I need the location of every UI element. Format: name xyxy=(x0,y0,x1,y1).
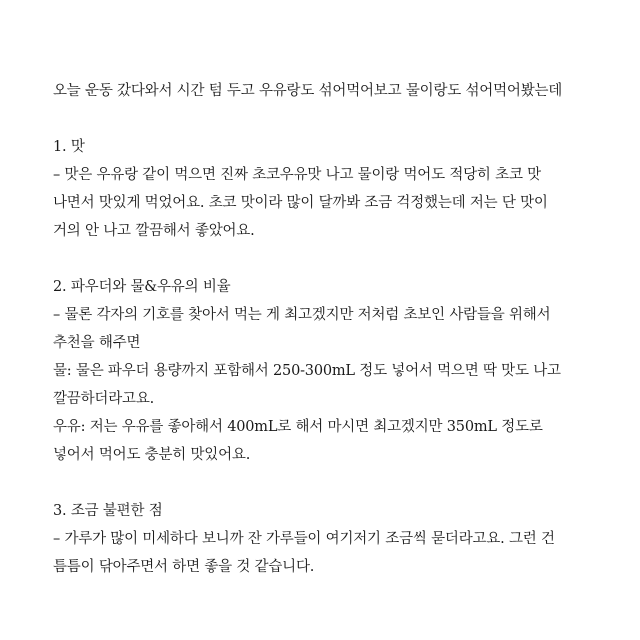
spacer xyxy=(53,469,613,497)
section-line: – 가루가 많이 미세하다 보니까 잔 가루들이 여기저기 조금씩 묻더라고요. 그런 건 xyxy=(53,531,555,547)
section-ratio xyxy=(53,273,613,469)
section-line: 틈틈이 닦아주면서 하면 좋을 것 같습니다. xyxy=(53,559,315,575)
section-line: 거의 안 나고 깔끔해서 좋았어요. xyxy=(53,223,255,239)
section-line: 물: 물은 파우더 용량까지 포함해서 250-300mL 정도 넣어서 먹으면 딱 맛도 나고 xyxy=(53,363,561,379)
section-heading: 1. 맛 xyxy=(53,139,85,155)
section-line: 추천을 해주면 xyxy=(53,335,141,351)
section-line: – 물론 각자의 기호를 찾아서 먹는 게 최고겠지만 저처럼 초보인 사람들을 위해서 xyxy=(53,307,551,323)
section-inconvenience xyxy=(53,497,613,581)
review-text xyxy=(53,77,613,581)
spacer xyxy=(53,105,613,133)
section-line: – 맛은 우유랑 같이 먹으면 진짜 초코우유맛 나고 물이랑 먹어도 적당히 초코 맛 xyxy=(53,167,541,183)
section-line: 나면서 맛있게 먹었어요. 초코 맛이라 많이 달까봐 조금 걱정했는데 저는 단 맛이 xyxy=(53,195,548,211)
section-line: 넣어서 먹어도 충분히 맛있어요. xyxy=(53,447,251,463)
section-line: 깔끔하더라고요. xyxy=(53,391,155,407)
spacer xyxy=(53,245,613,273)
section-heading: 3. 조금 불편한 점 xyxy=(53,503,163,519)
section-heading: 2. 파우더와 물&우유의 비율 xyxy=(53,279,231,295)
section-line: 우유: 저는 우유를 좋아해서 400mL로 해서 마시면 최고겠지만 350mL 정도로 xyxy=(53,419,543,435)
intro-line: 오늘 운동 갔다와서 시간 텀 두고 우유랑도 섞어먹어보고 물이랑도 섞어먹어봤는데 xyxy=(53,83,563,99)
section-taste xyxy=(53,133,613,245)
